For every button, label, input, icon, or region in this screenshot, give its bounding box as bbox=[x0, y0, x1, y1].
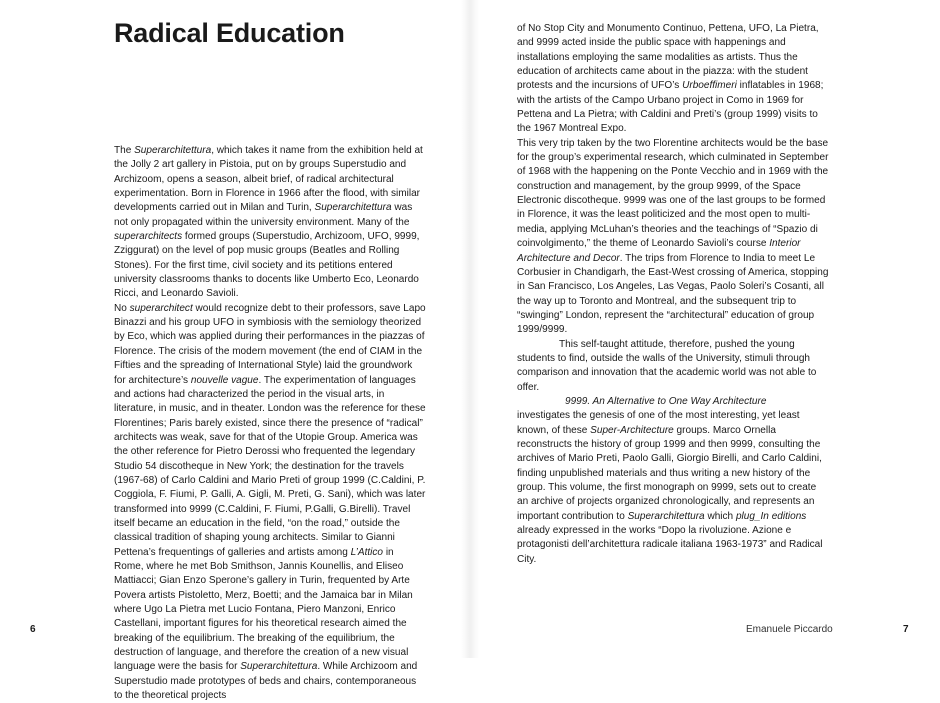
paragraph: The Superarchitettura, which takes it name from the exhibition held at the Jolly 2 art gallery in Pistoia, put on by groups Superstudio and Archizoom, opens a season, albeit brief, of radical architectural experimentation. Born in Florence in 1966 after the flood, with similar developments carried out in Milan and Turin, Superarchitettura was not only propagated within the university environment. Many of the superarchitects formed groups (Superstudio, Archizoom, UFO, 9999, Zziggurat) on the level of pop music groups (Beatles and Rolling Stones). For the first time, civil society and its petitions entered university classrooms thanks to docents like Umberto Eco, Leonardo Ricci, and Leonardo Savioli. bbox=[114, 145, 423, 300]
paragraph: of No Stop City and Monumento Continuo, Pettena, UFO, La Pietra, and 9999 acted inside the public space with happenings and installations employing the same modalities as artists. Thus the education of architects came about in the piazza: with the student protests and the incursions of UFO’s Urboeffimeri inflatables in 1968; with the artists of the Campo Urbano project in Como in 1969 for Pettena and La Pietra; with Caldini and Preti’s (group 1999) visits to the 1967 Montreal Expo. bbox=[517, 23, 824, 135]
left-text-column bbox=[114, 144, 426, 703]
gutter-shadow bbox=[461, 0, 479, 658]
paragraph: investigates the genesis of one of the most interesting, yet least known, of these Super-Architecture groups. Marco Ornella reconstructs the history of group 1999 and then 9999, consulting the archives of Mario Preti, Paolo Galli, Giorgio Birelli, and Carlo Caldini, finding unpublished materials and thus writing a new history of the group. This volume, the first monograph on 9999, sets out to create an archive of projects organized chronologically, and represents an important contribution to Superarchitettura which plug_In editions already expressed in the works “Dopo la rivoluzione. Azione e protagonisti dell’architettura radicale italiana 1963-1973” and Radical City. bbox=[517, 410, 823, 565]
right-text-column bbox=[517, 22, 829, 567]
page-title: Radical Education bbox=[114, 18, 345, 48]
running-footer-author: Emanuele Piccardo bbox=[746, 624, 833, 635]
section-heading: 9999. An Alternative to One Way Architecture bbox=[565, 395, 767, 407]
page-number-left: 6 bbox=[30, 624, 36, 635]
paragraph: This very trip taken by the two Florentine architects would be the base for the group’s experimental research, which culminated in September of 1968 with the happening on the Ponte Vecchio and in 1969 with the construction and management, by the group 9999, of the Space Electronic discotheque. 9999 was one of the last groups to be formed in Florence, it was the least politicized and the most open to multi-media, applying McLuhan’s theories and the teachings of “Spazio di coinvolgimento,” the theme of Leonardo Savioli’s course Interior Architecture and Decor. The trips from Florence to India to meet Le Corbusier in Chandigarh, the East-West crossing of America, stopping in San Francisco, Los Angeles, Las Vegas, Paolo Soleri’s Cosanti, all the way up to Toronto and Montreal, and the subsequent trip to “swinging” London, represent the “architectural” education of group 1999/9999. bbox=[517, 137, 829, 336]
paragraph: This self-taught attitude, therefore, pushed the young students to find, outside the walls of the University, stimuli through comparison and innovation that the academic world was not able to offer. bbox=[517, 338, 817, 393]
page-number-right: 7 bbox=[903, 624, 909, 635]
paragraph: No superarchitect would recognize debt to their professors, save Lapo Binazzi and his group UFO in symbiosis with the semiology theorized by Eco, which was applied during their performances in the piazzas of Florence. The crisis of the modern movement (the end of CIAM in the Fifties and the spreading of International Style) laid the groundwork for architecture’s nouvelle vague. The experimentation of languages and actions had characterized the period in the visual arts, in literature, in music, and in theater. London was the reference for these Florentines; Paris barely existed, since there the presence of “radical” architects was weak, save for that of the Utopie Group. America was the other reference for Pietro Derossi who frequented the legendary Studio 54 discotheque in New York; the destination for the travels (1967-68) of Carlo Caldini and Mario Preti of group 1999 (C.Caldini, P. Coggiola, F. Fiumi, P. Galli, A. Gigli, M. Preti, G. Sani), which was later transformed into 9999 (C.Caldini, F. Fiumi, P.Galli, G.Birelli). Travel itself became an education in the field, “on the road,” outside the classical tradition of shaping young architects. Similar to Gianni Pettena’s frequentings of galleries and artists among L’Attico in Rome, where he met Bob Smithson, Jannis Kounellis, and Eliseo Mattiacci; Gian Enzo Sperone’s gallery in Turin, frequented by Arte Povera artists Pistoletto, Merz, Boetti; and the Jamaica bar in Milan where Ugo La Pietra met Lucio Fontana, Piero Manzoni, Enrico Castellani, important figures for his theoretical research aimed the breaking of the equilibrium. The breaking of the equilibrium, the destruction of language, and therefore the creation of a new visual language were the basis for Superarchitettura. While Archizoom and Superstudio made prototypes of beds and chairs, contemporaneous to the theoretical projects bbox=[114, 302, 426, 702]
